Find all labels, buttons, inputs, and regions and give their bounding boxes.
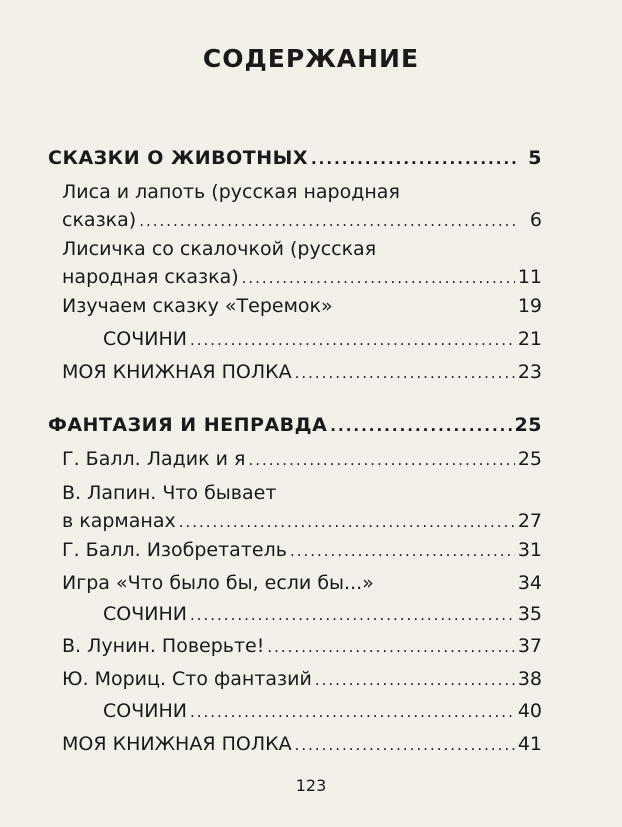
toc-leader [267, 633, 514, 661]
toc-entry-bookshelf-2 [62, 730, 542, 759]
toc-entry-title: Ю. Мориц. Сто фантазий [62, 668, 312, 690]
toc-entry-title: СОЧИНИ [103, 700, 187, 722]
toc-entry-title: Игра «Что было бы, если бы...» [62, 572, 374, 594]
toc-entry-sochini-3 [103, 697, 542, 726]
toc-entry-teremok [62, 292, 542, 321]
toc-entry-sochini-2 [103, 600, 542, 629]
toc-leader [190, 698, 515, 726]
toc-entry-title: ФАНТАЗИЯ И НЕПРАВДА [48, 414, 328, 436]
toc-page-number: 38 [517, 668, 542, 690]
toc-entry-igra [62, 569, 542, 598]
toc-entry-title: МОЯ КНИЖНАЯ ПОЛКА [62, 361, 292, 383]
toc-page-number: 34 [517, 572, 542, 594]
toc-entry-title: Г. Балл. Ладик и я [62, 448, 246, 470]
toc-entry-title: СОЧИНИ [103, 603, 187, 625]
toc-entry-izobretatel [62, 536, 542, 565]
toc-entry-title-line1: Лисичка со скалочкой (русская [62, 238, 377, 260]
toc-entry-title: В. Лунин. Поверьте! [62, 635, 265, 657]
toc-section-fantasy [48, 411, 542, 440]
toc-page-number: 31 [517, 539, 542, 561]
toc-entry-title: Г. Балл. Изобретатель [62, 539, 287, 561]
page-number: 123 [295, 776, 327, 795]
toc-entry-title: СКАЗКИ О ЖИВОТНЫХ [48, 147, 308, 169]
toc-entry-sto-fantaziy [62, 665, 542, 694]
toc-page-number: 19 [517, 295, 542, 317]
toc-page-number: 6 [529, 209, 542, 231]
page-title: СОДЕРЖАНИЕ [202, 44, 420, 73]
toc-leader [290, 537, 515, 565]
toc-page-number: 37 [517, 635, 542, 657]
toc-page-number: 11 [517, 266, 542, 288]
toc-entry-lisichka [62, 235, 542, 292]
toc-entry-title: СОЧИНИ [103, 328, 187, 350]
toc-entry-karmany [62, 479, 542, 536]
toc-leader [179, 508, 515, 536]
toc-entry-bookshelf-1 [62, 358, 542, 387]
toc-entry-sochini-1 [103, 325, 542, 354]
toc-page-number: 5 [528, 147, 542, 169]
toc-entry-title-line2: в карманах [62, 510, 176, 532]
toc-page-number: 35 [517, 603, 542, 625]
toc-page-number: 40 [517, 700, 542, 722]
toc-leader [190, 326, 515, 354]
toc-leader [330, 412, 511, 440]
toc-entry-title-line2: народная сказка) [62, 266, 239, 288]
toc-entry-title: Изучаем сказку «Теремок» [62, 295, 333, 317]
toc-entry-title-line2: сказка) [62, 209, 137, 231]
toc-entry-title-line1: Лиса и лапоть (русская народная [62, 181, 400, 203]
toc-page-number: 41 [517, 733, 542, 755]
toc-page-number: 25 [517, 448, 542, 470]
toc-leader [248, 446, 514, 474]
toc-leader [139, 207, 519, 235]
toc-page-number: 25 [514, 414, 542, 436]
toc-section-animal-tales [48, 144, 542, 173]
toc-leader [242, 264, 515, 292]
toc-page-number: 23 [517, 361, 542, 383]
toc-leader [311, 145, 519, 173]
toc-page-number: 27 [517, 510, 542, 532]
toc-leader [190, 601, 515, 629]
toc-page-number: 21 [517, 328, 542, 350]
toc-leader [315, 666, 515, 694]
toc-entry-poverte [62, 632, 542, 661]
toc-entry-lisa-i-lapot [62, 178, 542, 235]
toc-entry-title: МОЯ КНИЖНАЯ ПОЛКА [62, 733, 292, 755]
toc-entry-ladik [62, 445, 542, 474]
toc-entry-title-line1: В. Лапин. Что бывает [62, 482, 277, 504]
toc-leader [295, 731, 515, 759]
toc-leader [295, 359, 515, 387]
